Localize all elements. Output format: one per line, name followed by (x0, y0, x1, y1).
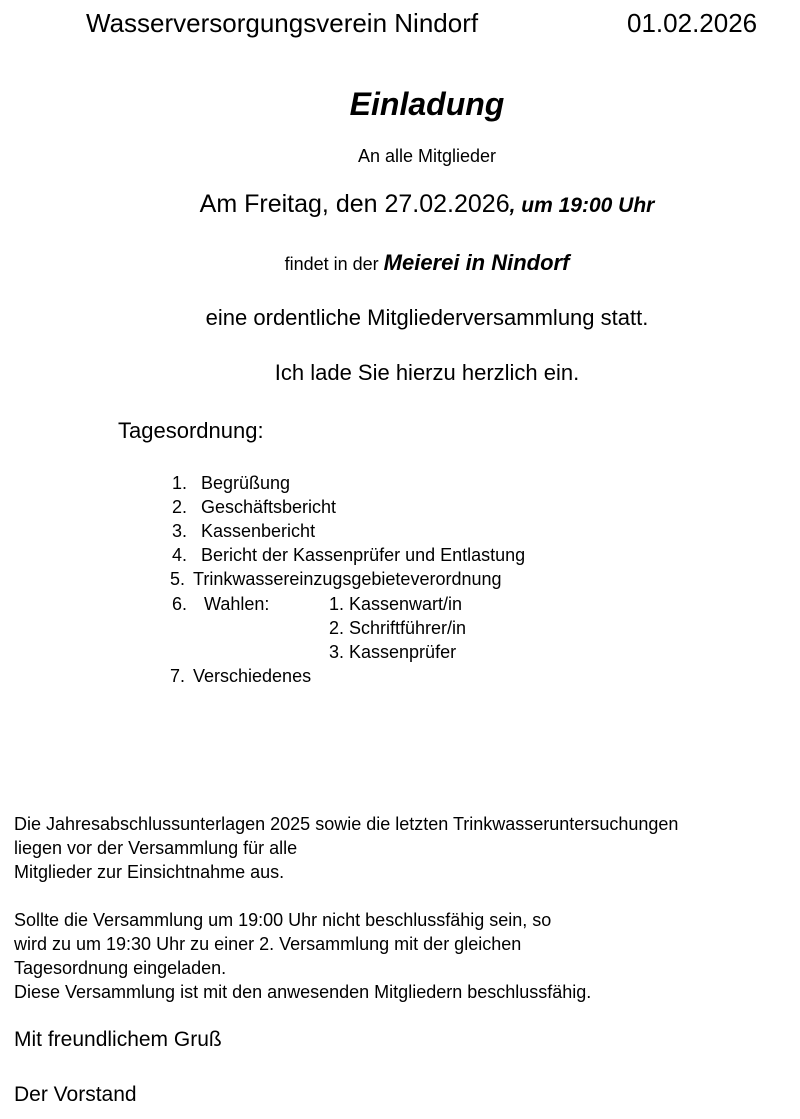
meeting-date: Am Freitag, den 27.02.2026 (199, 190, 510, 218)
election-item: 1. Kassenwart/in (329, 594, 463, 614)
agenda-item-number: 5. (170, 569, 186, 589)
agenda-item-label: Wahlen: (204, 594, 270, 614)
agenda-item-number: 1. (172, 473, 188, 493)
invitation-title: Einladung (349, 86, 505, 122)
documents-note-line: Mitglieder zur Einsichtnahme aus. (14, 862, 285, 882)
agenda-item-number: 7. (170, 666, 186, 686)
election-item: 3. Kassenprüfer (329, 642, 457, 662)
document-date: 01.02.2026 (627, 8, 758, 38)
agenda-item-label: Bericht der Kassenprüfer und Entlastung (201, 545, 526, 565)
meeting-location-line (0, 250, 800, 276)
quorum-note-line: Tagesordnung eingeladen. (14, 958, 227, 978)
quorum-note-line: wird zu um 19:30 Uhr zu einer 2. Versammlung mit der gleichen (14, 934, 522, 954)
quorum-note-line: Diese Versammlung ist mit den anwesenden Mitgliedern beschlussfähig. (14, 982, 592, 1002)
agenda-item-label: Geschäftsbericht (201, 497, 337, 517)
documents-note-line: Die Jahresabschlussunterlagen 2025 sowie die letzten Trinkwasseruntersuchungen (14, 814, 679, 834)
notes-section (14, 812, 678, 1004)
agenda-item-number: 4. (172, 545, 188, 565)
organization-name: Wasserversorgungsverein Nindorf (86, 8, 479, 38)
addressees-line: An alle Mitglieder (357, 146, 497, 166)
invite-line: Ich lade Sie hierzu herzlich ein. (274, 360, 580, 385)
agenda-item-number: 2. (172, 497, 188, 517)
election-item: 2. Schriftführer/in (329, 618, 467, 638)
agenda-item-number: 3. (172, 521, 188, 541)
agenda-heading: Tagesordnung: (118, 418, 264, 443)
meeting-location: Meierei in Nindorf (383, 250, 570, 275)
closing-greeting: Mit freundlichem Gruß (14, 1028, 222, 1051)
agenda-item-label: Verschiedenes (193, 666, 312, 686)
meeting-date-line (0, 190, 800, 219)
meeting-type-line: eine ordentliche Mitgliederversammlung statt. (205, 305, 649, 330)
location-prefix: findet in der (284, 254, 379, 274)
meeting-time: , um 19:00 Uhr (509, 194, 655, 217)
agenda-item-label: Begrüßung (201, 473, 291, 493)
signature: Der Vorstand (14, 1083, 137, 1106)
agenda-item-number: 6. (172, 594, 188, 614)
documents-note-line: liegen vor der Versammlung für alle (14, 838, 298, 858)
agenda-item-label: Trinkwassereinzugsgebieteverordnung (193, 569, 502, 589)
agenda-item-label: Kassenbericht (201, 521, 316, 541)
quorum-note-line: Sollte die Versammlung um 19:00 Uhr nicht beschlussfähig sein, so (14, 910, 552, 930)
